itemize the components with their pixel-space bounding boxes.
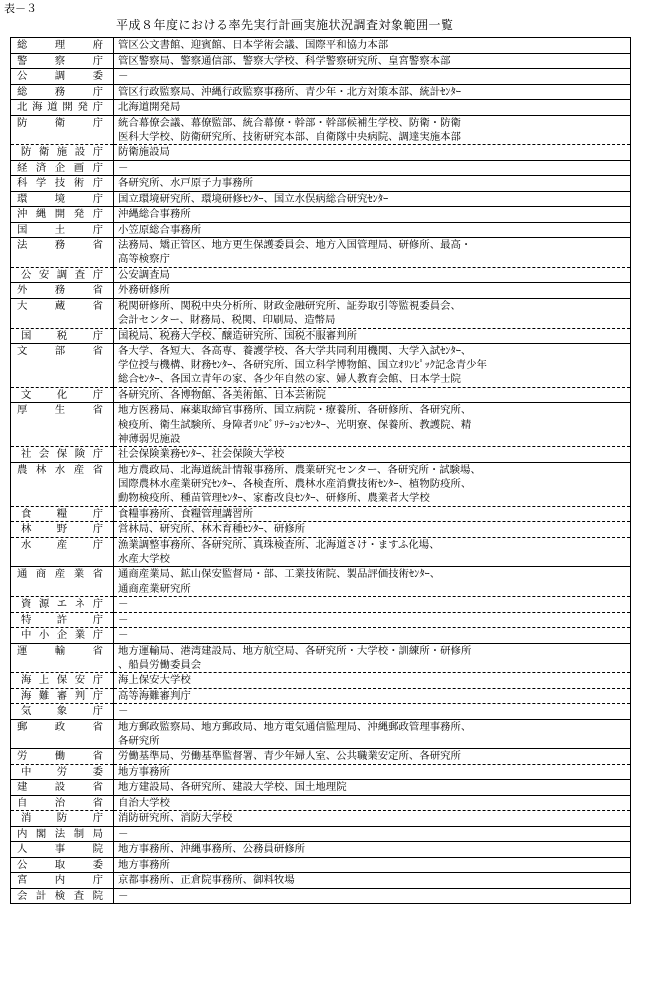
table-row	[11, 69, 631, 85]
agency-name: 法務省	[11, 238, 114, 268]
agency-name: 文化庁	[11, 387, 114, 403]
agency-name: 大蔵省	[11, 298, 114, 328]
table-title: 平成８年度における率先実行計画実施状況調査対象範囲一覧	[116, 18, 454, 32]
agency-name: 中小企業庁	[11, 628, 114, 644]
table-number-label: 表－３	[4, 2, 37, 15]
survey-scope: 統合幕僚会議、幕僚監部、統合幕僚・幹部・幹部候補生学校、防衛・防衛 医科大学校、防衛研究所、技術研究本部、自衛隊中央病院、調達実施本部	[114, 115, 631, 145]
survey-scope: 地方事務所、沖縄事務所、公務員研修所	[114, 842, 631, 858]
agency-name: 科学技術庁	[11, 176, 114, 192]
agency-name: 人事院	[11, 842, 114, 858]
agency-name: 郵政省	[11, 719, 114, 749]
agency-name: 防衛庁	[11, 115, 114, 145]
agency-name: 海難審判庁	[11, 688, 114, 704]
survey-scope: －	[114, 612, 631, 628]
agency-name: 中労委	[11, 764, 114, 780]
table-row	[11, 888, 631, 904]
agency-name: 防衛施設庁	[11, 145, 114, 161]
agency-name: 労働省	[11, 749, 114, 765]
table-row	[11, 344, 631, 388]
survey-scope: 防衛施設局	[114, 145, 631, 161]
table-row	[11, 719, 631, 749]
table-row	[11, 643, 631, 673]
survey-scope: 管区警察局、警察通信部、警察大学校、科学警察研究所、皇宮警察本部	[114, 53, 631, 69]
survey-scope: 各研究所、水戸原子力事務所	[114, 176, 631, 192]
table-row	[11, 764, 631, 780]
survey-scope: 小笠原総合事務所	[114, 222, 631, 238]
table-row	[11, 795, 631, 811]
table-row	[11, 267, 631, 283]
table-row	[11, 238, 631, 268]
survey-scope: 沖縄総合事務所	[114, 207, 631, 223]
survey-scope: 国税局、税務大学校、醸造研究所、国税不服審判所	[114, 328, 631, 344]
agency-name: 外務省	[11, 283, 114, 299]
table-row	[11, 688, 631, 704]
agency-name: 林野庁	[11, 522, 114, 538]
agency-name: 総務庁	[11, 84, 114, 100]
agency-name: 沖縄開発庁	[11, 207, 114, 223]
survey-scope: 京都事務所、正倉院事務所、御料牧場	[114, 873, 631, 889]
survey-scope: 地方郵政監察局、地方郵政局、地方電気通信監理局、沖縄郵政管理事務所、 各研究所	[114, 719, 631, 749]
table-row	[11, 749, 631, 765]
table-row	[11, 191, 631, 207]
table-body	[11, 38, 631, 904]
survey-scope: 地方運輸局、港湾建設局、地方航空局、各研究所・大学校・訓練所・研修所 、船員労働委員会	[114, 643, 631, 673]
agency-name: 厚生省	[11, 403, 114, 447]
survey-scope: 法務局、矯正管区、地方更生保護委員会、地方入国管理局、研修所、最高・ 高等検察庁	[114, 238, 631, 268]
agency-name: 内閣法制局	[11, 826, 114, 842]
agency-name: 通商産業省	[11, 567, 114, 597]
survey-scope: －	[114, 628, 631, 644]
survey-scope: 外務研修所	[114, 283, 631, 299]
survey-scope: 地方農政局、北海道統計情報事務所、農業研究センター、各研究所・試験場、 国際農林水産業研究ｾﾝﾀｰ、各検査所、農林水産消費技術ｾﾝﾀｰ、植物防疫所、 動物検疫所、種苗管理ｾﾝﾀｰ、家畜改良ｾﾝﾀｰ、研修所、農業者大学校	[114, 462, 631, 506]
survey-scope: －	[114, 826, 631, 842]
table-row	[11, 537, 631, 567]
table-row	[11, 842, 631, 858]
agency-name: 総理府	[11, 38, 114, 54]
table-row	[11, 53, 631, 69]
table-row	[11, 160, 631, 176]
table-row	[11, 387, 631, 403]
agency-name: 文部省	[11, 344, 114, 388]
survey-scope: 通商産業局、鉱山保安監督局・部、工業技術院、製品評価技術ｾﾝﾀｰ、 通商産業研究所	[114, 567, 631, 597]
survey-scope: 地方建設局、各研究所、建設大学校、国土地理院	[114, 780, 631, 796]
table-row	[11, 462, 631, 506]
survey-scope: 海上保安大学校	[114, 673, 631, 689]
survey-scope: 国立環境研究所、環境研修ｾﾝﾀｰ、国立水俣病総合研究ｾﾝﾀｰ	[114, 191, 631, 207]
agency-name: 建設省	[11, 780, 114, 796]
table-row	[11, 283, 631, 299]
survey-scope: 地方医務局、麻薬取締官事務所、国立病院・療養所、各研修所、各研究所、 検疫所、衛生試験所、身障者ﾘﾊﾋﾞﾘﾃｰｼｮﾝｾﾝﾀｰ、光明寮、保養所、教護院、精 神薄弱児施設	[114, 403, 631, 447]
agency-name: 気象庁	[11, 704, 114, 720]
survey-scope: 食糧事務所、食糧管理講習所	[114, 506, 631, 522]
survey-scope: －	[114, 160, 631, 176]
table-row	[11, 873, 631, 889]
agency-name: 環境庁	[11, 191, 114, 207]
table-row	[11, 567, 631, 597]
agency-name: 公安調査庁	[11, 267, 114, 283]
survey-scope: 社会保険業務ｾﾝﾀｰ、社会保険大学校	[114, 447, 631, 463]
survey-scope: －	[114, 69, 631, 85]
survey-scope: 公安調査局	[114, 267, 631, 283]
agency-name: 自治省	[11, 795, 114, 811]
table-row	[11, 857, 631, 873]
agency-name: 宮内庁	[11, 873, 114, 889]
table-row	[11, 328, 631, 344]
survey-scope: 自治大学校	[114, 795, 631, 811]
table-row	[11, 780, 631, 796]
table-row	[11, 115, 631, 145]
agency-name: 公調委	[11, 69, 114, 85]
table-row	[11, 207, 631, 223]
agency-name: 警察庁	[11, 53, 114, 69]
agency-name: 海上保安庁	[11, 673, 114, 689]
survey-scope-table	[10, 37, 631, 904]
table-row	[11, 597, 631, 613]
survey-scope: 管区公文書館、迎賓館、日本学術会議、国際平和協力本部	[114, 38, 631, 54]
table-row	[11, 522, 631, 538]
table-row	[11, 612, 631, 628]
table-row	[11, 506, 631, 522]
survey-scope: 各大学、各短大、各高専、養護学校、各大学共同利用機関、大学入試ｾﾝﾀｰ、 学位授与機構、財務ｾﾝﾀｰ、各研究所、国立科学博物館、国立ｵﾘﾝﾋﾟｯｸ記念青少年 総合ｾﾝﾀｰ、各国立青年の家、各少年自然の家、婦人教育会館、日本学士院	[114, 344, 631, 388]
table-row	[11, 811, 631, 827]
survey-scope: －	[114, 888, 631, 904]
agency-name: 北海道開発庁	[11, 100, 114, 116]
survey-scope: 管区行政監察局、沖縄行政監察事務所、青少年・北方対策本部、統計ｾﾝﾀｰ	[114, 84, 631, 100]
agency-name: 国税庁	[11, 328, 114, 344]
survey-scope: 北海道開発局	[114, 100, 631, 116]
survey-scope: 消防研究所、消防大学校	[114, 811, 631, 827]
table-row	[11, 628, 631, 644]
survey-scope: 漁業調整事務所、各研究所、真珠検査所、北海道さけ・ますふ化場、 水産大学校	[114, 537, 631, 567]
agency-name: 特許庁	[11, 612, 114, 628]
agency-name: 農林水産省	[11, 462, 114, 506]
table-row	[11, 447, 631, 463]
agency-name: 国土庁	[11, 222, 114, 238]
table-row	[11, 673, 631, 689]
agency-name: 会計検査院	[11, 888, 114, 904]
agency-name: 運輸省	[11, 643, 114, 673]
table-row	[11, 222, 631, 238]
survey-scope: 税関研修所、関税中央分析所、財政金融研究所、証券取引等監視委員会、 会計センター、財務局、税関、印刷局、造幣局	[114, 298, 631, 328]
table-row	[11, 403, 631, 447]
table-row	[11, 38, 631, 54]
survey-scope: －	[114, 597, 631, 613]
agency-name: 公取委	[11, 857, 114, 873]
survey-scope: 高等海難審判庁	[114, 688, 631, 704]
agency-name: 経済企画庁	[11, 160, 114, 176]
survey-scope: －	[114, 704, 631, 720]
table-row	[11, 176, 631, 192]
table-row	[11, 704, 631, 720]
agency-name: 消防庁	[11, 811, 114, 827]
survey-scope: 各研究所、各博物館、各美術館、日本芸術院	[114, 387, 631, 403]
agency-name: 資源エネ庁	[11, 597, 114, 613]
survey-scope: 労働基準局、労働基準監督署、青少年婦人室、公共職業安定所、各研究所	[114, 749, 631, 765]
survey-scope: 営林局、研究所、林木育種ｾﾝﾀｰ、研修所	[114, 522, 631, 538]
table-row	[11, 145, 631, 161]
table-row	[11, 84, 631, 100]
agency-name: 食糧庁	[11, 506, 114, 522]
agency-name: 社会保険庁	[11, 447, 114, 463]
table-row	[11, 298, 631, 328]
table-row	[11, 826, 631, 842]
survey-scope: 地方事務所	[114, 857, 631, 873]
survey-scope: 地方事務所	[114, 764, 631, 780]
table-row	[11, 100, 631, 116]
agency-name: 水産庁	[11, 537, 114, 567]
